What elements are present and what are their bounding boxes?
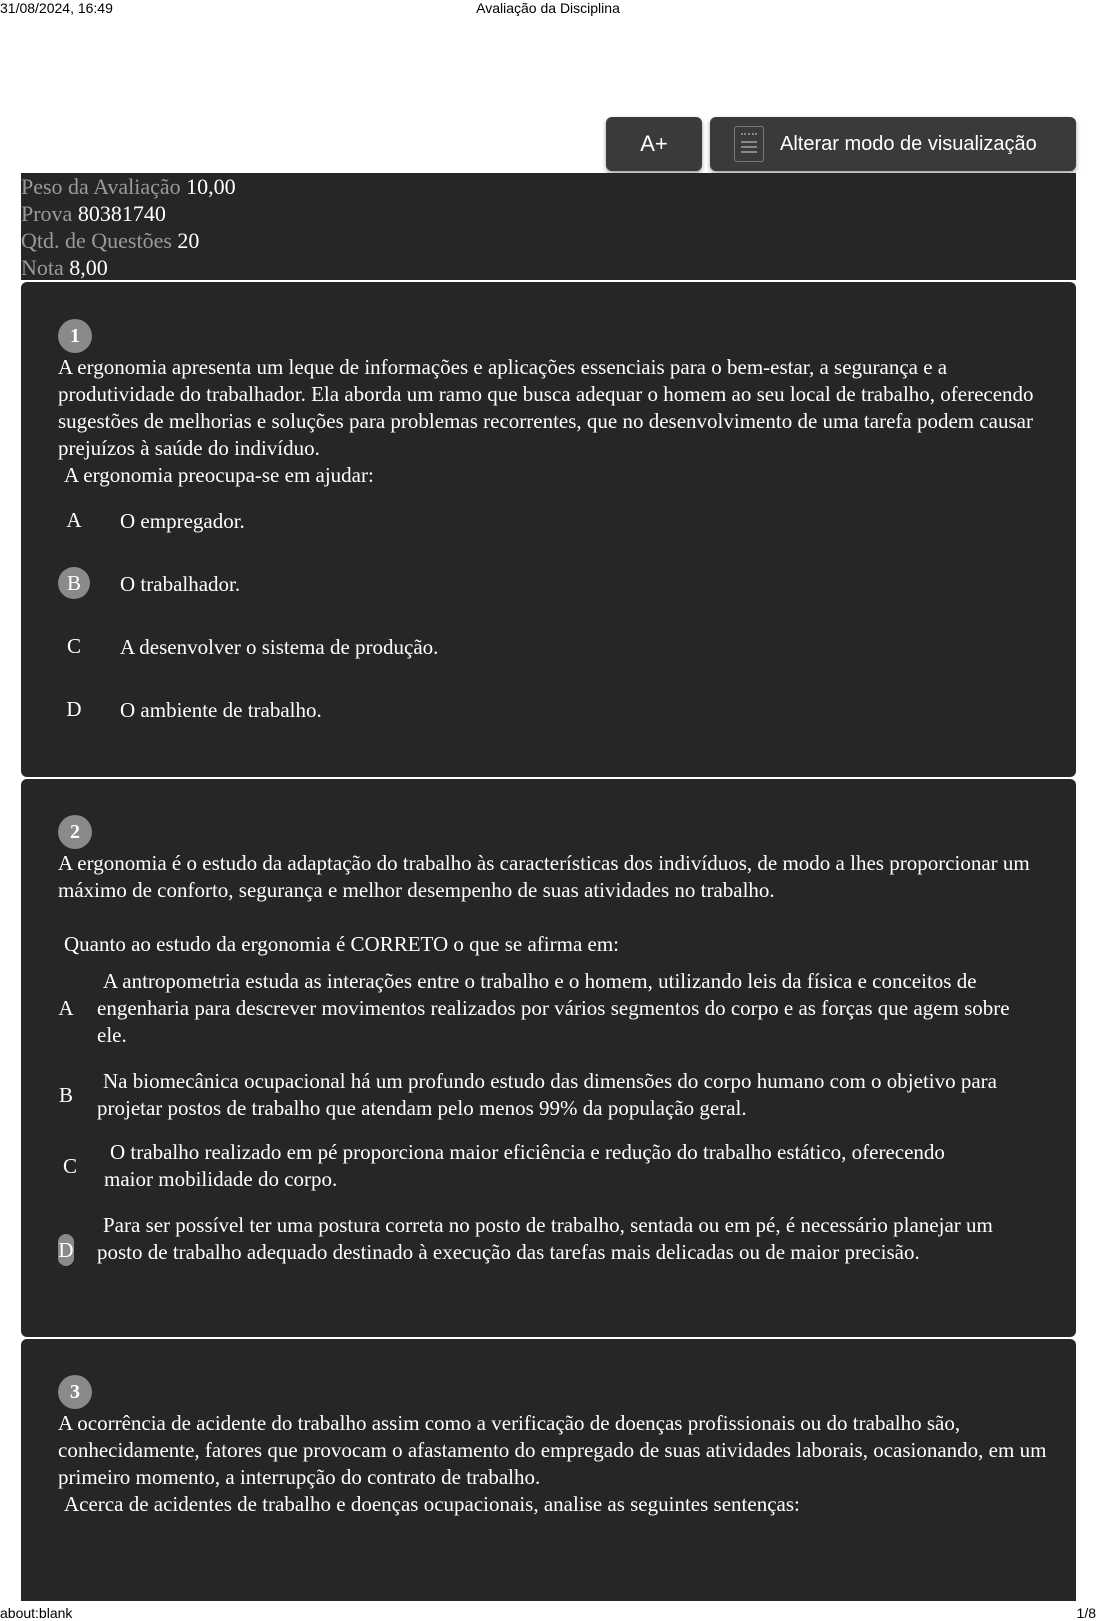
option-text: Na biomecânica ocupacional há um profundo estudo das dimensões do corpo humano com o objetivo para projetar postos de trabalho que atendam pelo menos 99% da população geral. bbox=[97, 1069, 997, 1120]
question-number-badge: 2 bbox=[58, 815, 92, 849]
print-header bbox=[0, 0, 1096, 16]
change-view-mode-button[interactable] bbox=[710, 117, 1076, 171]
option-letter: C bbox=[62, 1153, 77, 1178]
question-number-badge: 1 bbox=[58, 319, 92, 353]
option-text: O trabalhador. bbox=[120, 572, 241, 596]
info-prova bbox=[21, 200, 1076, 227]
option-d[interactable] bbox=[58, 693, 1048, 727]
qtd-value: 20 bbox=[177, 228, 200, 253]
option-letter-selected: B bbox=[58, 567, 90, 599]
option-c[interactable] bbox=[58, 1139, 1048, 1195]
option-b[interactable] bbox=[58, 1068, 1048, 1124]
option-d[interactable] bbox=[58, 1212, 1048, 1294]
option-text: O trabalho realizado em pé proporciona maior eficiência e redução do trabalho estático, oferecendo maior mobilidade do corpo. bbox=[104, 1140, 945, 1191]
question-text: A ergonomia apresenta um leque de informações e aplicações essenciais para o bem-estar, a segurança e a produtividade do trabalhador. Ela aborda um ramo que busca adequar o homem ao seu local de trabalho, oferecendo sugestões de melhorias e soluções para problemas recorrentes, que no desenvolvimento de uma tarefa podem causar prejuízos à saúde do indivíduo. bbox=[58, 355, 1034, 460]
document-view-icon bbox=[734, 126, 764, 162]
info-peso bbox=[21, 173, 1076, 200]
option-text: Para ser possível ter uma postura correta no posto de trabalho, sentada ou em pé, é necessário planejar um posto de trabalho adequado destinado à execução das tarefas mais delicadas ou de maior precisão. bbox=[97, 1213, 993, 1264]
qtd-label: Qtd. de Questões bbox=[21, 228, 172, 253]
option-a[interactable] bbox=[58, 968, 1048, 1050]
print-page-number: 1/8 bbox=[1076, 1605, 1096, 1621]
peso-value: 10,00 bbox=[186, 174, 236, 199]
print-url: about:blank bbox=[0, 1605, 73, 1621]
print-footer bbox=[0, 1605, 1096, 1621]
question-prompt: A ergonomia preocupa-se em ajudar: bbox=[64, 463, 374, 487]
change-view-mode-label: Alterar modo de visualização bbox=[780, 132, 1037, 155]
question-card-2 bbox=[21, 779, 1076, 1337]
option-a[interactable] bbox=[58, 504, 1048, 538]
question-prompt: Quanto ao estudo da ergonomia é CORRETO o que se afirma em: bbox=[64, 932, 620, 956]
increase-font-button[interactable] bbox=[606, 117, 702, 171]
option-letter-selected: D bbox=[58, 1234, 74, 1266]
question-card-1 bbox=[21, 282, 1076, 777]
question-prompt: Acerca de acidentes de trabalho e doenças ocupacionais, analise as seguintes sentenças: bbox=[64, 1492, 800, 1516]
peso-label: Peso da Avaliação bbox=[21, 174, 181, 199]
option-c[interactable] bbox=[58, 630, 1048, 664]
question-text: A ocorrência de acidente do trabalho assim como a verificação de doenças profissionais ou do trabalho são, conhecidamente, fatores que provocam o afastamento do empregado de suas atividades laborais, ocasionando, em um primeiro momento, a interrupção do contrato de trabalho. bbox=[58, 1411, 1047, 1489]
print-datetime: 31/08/2024, 16:49 bbox=[0, 0, 113, 16]
increase-font-label: A+ bbox=[640, 131, 668, 156]
option-text: O empregador. bbox=[120, 509, 245, 533]
nota-value: 8,00 bbox=[69, 255, 108, 280]
question-card-3 bbox=[21, 1339, 1076, 1601]
option-text: O ambiente de trabalho. bbox=[120, 698, 322, 722]
print-title: Avaliação da Disciplina bbox=[476, 0, 620, 16]
option-letter: D bbox=[66, 696, 82, 721]
nota-label: Nota bbox=[21, 255, 64, 280]
info-nota bbox=[21, 254, 1076, 281]
question-text: A ergonomia é o estudo da adaptação do trabalho às características dos indivíduos, de modo a lhes proporcionar um máximo de conforto, segurança e melhor desempenho de suas atividades no trabalho. bbox=[58, 851, 1030, 902]
info-qtd bbox=[21, 227, 1076, 254]
prova-value: 80381740 bbox=[77, 201, 166, 226]
prova-label: Prova bbox=[21, 201, 73, 226]
evaluation-info bbox=[21, 173, 1076, 280]
option-text: A desenvolver o sistema de produção. bbox=[120, 635, 439, 659]
option-b[interactable] bbox=[58, 567, 1048, 601]
option-letter: C bbox=[66, 633, 81, 658]
option-letter: A bbox=[66, 507, 82, 532]
option-letter: A bbox=[58, 995, 74, 1020]
option-letter: B bbox=[58, 1082, 73, 1107]
question-number-badge: 3 bbox=[58, 1375, 92, 1409]
option-text: A antropometria estuda as interações entre o trabalho e o homem, utilizando leis da física e conceitos de engenharia para descrever movimentos realizados por vários segmentos do corpo e as forças que agem sobre ele. bbox=[97, 969, 1010, 1047]
